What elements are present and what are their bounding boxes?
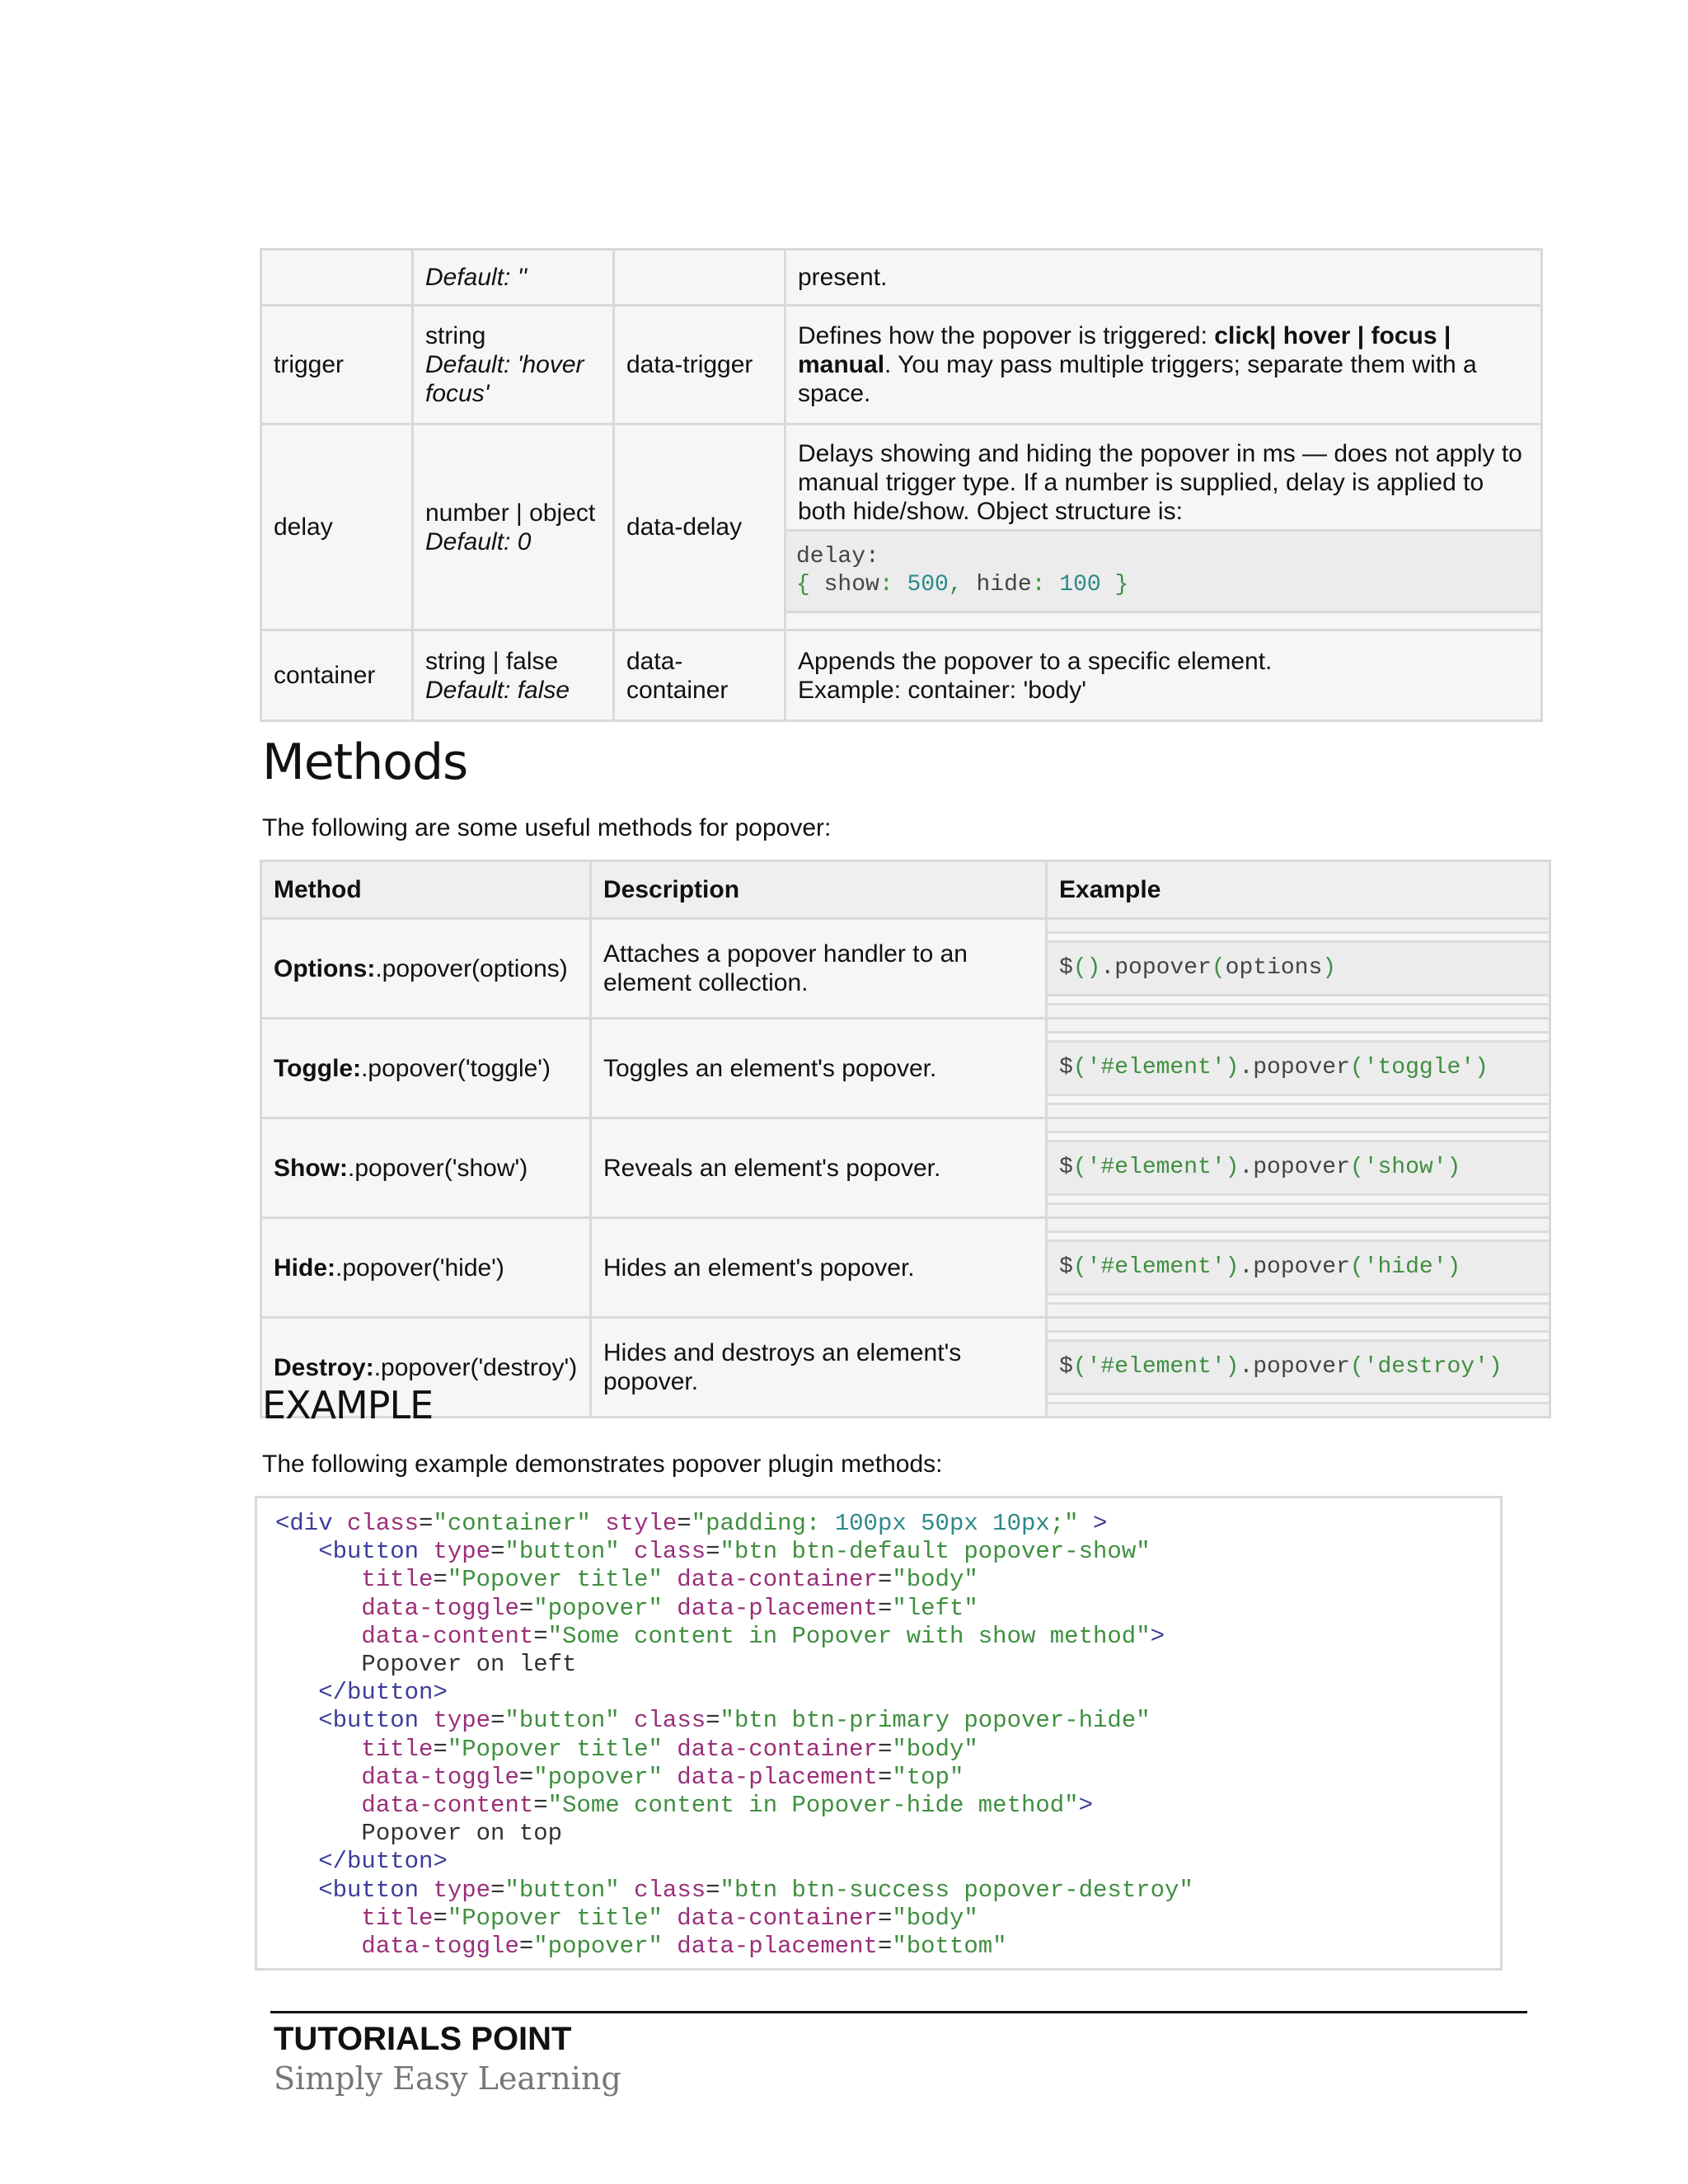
method-label: Options:	[274, 954, 376, 982]
code-line	[275, 1651, 1482, 1679]
code-line	[275, 1679, 1482, 1707]
code-token	[275, 1707, 318, 1734]
code-token: $	[1059, 1354, 1073, 1380]
code-token: class	[634, 1707, 706, 1735]
code-token: "body"	[892, 1904, 978, 1932]
method-label: Destroy:	[274, 1353, 374, 1381]
code-token: "Popover title"	[447, 1904, 678, 1932]
code-token	[275, 1792, 361, 1819]
code-line	[275, 1933, 1482, 1961]
code-token	[275, 1679, 318, 1706]
code-token: data-toggle	[361, 1594, 519, 1622]
code-token	[275, 1877, 318, 1904]
code-token: 100px 50px 10px	[834, 1510, 1050, 1537]
code-line	[275, 1905, 1482, 1933]
desc-text: . You may pass multiple triggers; separate them with a space.	[798, 351, 1477, 407]
code-token: $	[1059, 1254, 1073, 1280]
code-token	[275, 1764, 361, 1791]
code-token	[275, 1566, 361, 1593]
code-token: "btn btn-primary popover-hide"	[720, 1707, 1151, 1735]
code-token: :	[1031, 572, 1060, 598]
code-token: =	[490, 1538, 505, 1566]
code-token: =	[877, 1594, 893, 1622]
method-call: .popover('destroy')	[373, 1353, 578, 1381]
code-token: =	[533, 1792, 548, 1820]
code-token: data-toggle	[361, 1763, 519, 1791]
code-snippet	[786, 529, 1540, 613]
option-desc	[785, 306, 1542, 424]
footer-brand: TUTORIALS POINT	[274, 2021, 572, 2057]
code-token: 'show'	[1363, 1155, 1447, 1180]
code-token: title	[361, 1735, 434, 1763]
code-token: =	[877, 1566, 893, 1594]
stripe	[1048, 920, 1549, 934]
code-token: options	[1225, 955, 1323, 981]
code-token: title	[361, 1566, 434, 1594]
code-token	[275, 1848, 318, 1875]
code-token: =	[518, 1594, 534, 1622]
code-line	[275, 1595, 1482, 1623]
code-token: {	[796, 572, 824, 598]
table-row	[261, 1318, 1550, 1418]
method-label: Toggle:	[274, 1054, 362, 1082]
table-row	[261, 919, 1550, 1019]
method-label: Show:	[274, 1154, 348, 1182]
option-type-value: number | object	[425, 499, 596, 527]
code-token: <button	[318, 1707, 434, 1735]
method-example	[1047, 1118, 1550, 1218]
code-token: )	[1447, 1155, 1461, 1180]
option-type-value: string | false	[425, 647, 559, 675]
method-name	[261, 1118, 591, 1218]
code-token: =	[877, 1763, 893, 1791]
code-token: )	[1447, 1254, 1461, 1280]
column-header: Description	[591, 861, 1047, 919]
code-token: data-container	[677, 1904, 878, 1932]
code-token: data-content	[361, 1792, 534, 1820]
code-token: .popover	[1239, 1354, 1350, 1380]
code-token: =	[877, 1735, 893, 1763]
code-token: "popover"	[533, 1763, 678, 1791]
code-token: title	[361, 1904, 434, 1932]
code-token: >	[1078, 1792, 1093, 1820]
method-call: .popover('toggle')	[361, 1054, 551, 1082]
code-token: <button	[318, 1538, 434, 1566]
code-token: ('#element')	[1072, 1254, 1240, 1280]
code-token: .popover	[1239, 1155, 1350, 1180]
stripe	[1048, 1119, 1549, 1133]
code-token: $	[1059, 1055, 1073, 1080]
code-token: <div	[275, 1510, 348, 1537]
method-label: Hide:	[274, 1254, 335, 1282]
method-name	[261, 919, 591, 1019]
stripe	[1048, 1019, 1549, 1033]
code-token: =	[877, 1904, 893, 1932]
code-token: "button"	[504, 1707, 635, 1735]
code-token: =	[433, 1735, 448, 1763]
option-desc: present.	[785, 250, 1542, 306]
option-name: delay	[261, 424, 413, 630]
code-token: "left"	[892, 1594, 978, 1622]
code-token: Popover on left	[275, 1651, 577, 1679]
stripe	[1048, 1202, 1549, 1216]
option-desc	[785, 630, 1542, 721]
code-token: :	[879, 572, 907, 598]
option-type-value: string	[425, 322, 486, 349]
code-token: </button>	[318, 1679, 448, 1707]
code-token: }	[1100, 572, 1129, 598]
option-type	[413, 630, 614, 721]
code-token: ('#element')	[1072, 1055, 1240, 1080]
stripe	[1048, 1003, 1549, 1017]
code-token: data-container	[677, 1735, 878, 1763]
option-attr: data-delay	[614, 424, 785, 630]
method-call: .popover('show')	[348, 1154, 528, 1182]
code-line	[275, 1510, 1482, 1538]
code-token: style	[605, 1510, 678, 1537]
footer-rule	[270, 2011, 1527, 2013]
code-token: =	[518, 1933, 534, 1961]
option-attr	[614, 250, 785, 306]
code-token: class	[634, 1876, 706, 1904]
code-token: $	[1059, 1155, 1073, 1180]
code-token: .popover	[1239, 1055, 1350, 1080]
stripe	[1048, 1219, 1549, 1233]
code-token: show	[823, 572, 879, 598]
option-type	[413, 424, 614, 630]
table-header-row	[261, 861, 1550, 919]
code-token: 'destroy'	[1363, 1354, 1489, 1380]
table-row	[261, 250, 1542, 306]
method-example	[1047, 1019, 1550, 1118]
desc-bold: click| hover | focus | manual	[798, 322, 1451, 378]
code-token	[275, 1538, 318, 1565]
code-token: </button>	[318, 1848, 448, 1876]
method-desc: Attaches a popover handler to an element collection.	[591, 919, 1047, 1019]
code-snippet	[1048, 940, 1549, 996]
code-token: 'hide'	[1363, 1254, 1447, 1280]
code-token: data-placement	[677, 1594, 878, 1622]
code-token: type	[433, 1538, 491, 1566]
code-token: "Some content in Popover with show method"	[547, 1622, 1151, 1650]
code-token: )	[1488, 1354, 1503, 1380]
code-token: "Some content in Popover-hide method"	[547, 1792, 1079, 1820]
code-token: (	[1211, 955, 1226, 981]
code-token: type	[433, 1876, 491, 1904]
code-line	[275, 1820, 1482, 1848]
option-default: Default: false	[425, 676, 570, 704]
table-row	[261, 1218, 1550, 1318]
code-token: "body"	[892, 1735, 978, 1763]
code-token: =	[677, 1510, 692, 1537]
code-token: "button"	[504, 1876, 635, 1904]
code-token: 100	[1059, 572, 1101, 598]
code-token: data-toggle	[361, 1933, 519, 1961]
code-token: "padding:	[691, 1510, 835, 1537]
code-line: delay:	[796, 544, 879, 569]
code-token: data-content	[361, 1622, 534, 1650]
code-token: class	[634, 1538, 706, 1566]
code-line	[275, 1736, 1482, 1764]
code-token: ,	[948, 572, 977, 598]
code-token: =	[706, 1707, 720, 1735]
code-token	[275, 1595, 361, 1622]
code-token: =	[490, 1707, 505, 1735]
method-example	[1047, 1218, 1550, 1318]
code-token: $	[1059, 955, 1073, 981]
code-token: (	[1349, 1354, 1364, 1380]
example-heading: EXAMPLE	[262, 1383, 434, 1427]
code-token: =	[490, 1876, 505, 1904]
option-attr: data-trigger	[614, 306, 785, 424]
code-token: >	[1093, 1510, 1108, 1537]
code-token: ('#element')	[1072, 1354, 1240, 1380]
code-snippet	[1048, 1140, 1549, 1196]
option-default: Default: 0	[425, 527, 532, 555]
method-example	[1047, 919, 1550, 1019]
desc-text: Delays showing and hiding the popover in ms — does not apply to manual trigger type. If a number is supplied, delay is applied to both hide/show. Object structure is:	[798, 440, 1522, 525]
method-call: .popover(options)	[375, 954, 568, 982]
code-token: hide	[976, 572, 1032, 598]
code-token: =	[419, 1510, 434, 1537]
footer-tagline: Simply Easy Learning	[274, 2060, 621, 2097]
code-token: data-container	[677, 1566, 878, 1594]
code-token	[275, 1623, 361, 1650]
option-desc	[785, 424, 1542, 630]
code-line	[275, 1566, 1482, 1594]
code-line	[275, 1848, 1482, 1876]
desc-text: Appends the popover to a specific element.	[798, 647, 1273, 675]
desc-text: Example: container: 'body'	[798, 676, 1086, 704]
example-code-block	[255, 1496, 1503, 1971]
code-token: =	[433, 1566, 448, 1594]
code-token: =	[706, 1876, 720, 1904]
code-line	[275, 1764, 1482, 1792]
code-token: )	[1322, 955, 1337, 981]
code-token: =	[533, 1622, 548, 1650]
option-default: Default: ''	[413, 250, 614, 306]
code-token: "btn btn-default popover-show"	[720, 1538, 1151, 1566]
code-token: =	[433, 1904, 448, 1932]
code-token	[275, 1933, 361, 1960]
column-header: Example	[1047, 861, 1550, 919]
method-name	[261, 1218, 591, 1318]
code-token: 500	[907, 572, 949, 598]
code-token: "button"	[504, 1538, 635, 1566]
table-row	[261, 630, 1542, 721]
code-token: "top"	[892, 1763, 964, 1791]
code-line	[275, 1877, 1482, 1905]
code-token: <button	[318, 1876, 434, 1904]
option-attr: data-container	[614, 630, 785, 721]
code-token: "popover"	[533, 1594, 678, 1622]
methods-table	[260, 860, 1551, 1418]
stripe	[1048, 1319, 1549, 1333]
stripe	[1048, 1302, 1549, 1316]
code-token: data-placement	[677, 1763, 878, 1791]
method-call: .popover('hide')	[335, 1254, 504, 1282]
method-desc: Hides and destroys an element's popover.	[591, 1318, 1047, 1418]
method-example	[1047, 1318, 1550, 1418]
code-token: "popover"	[533, 1933, 678, 1961]
code-snippet	[1048, 1040, 1549, 1096]
code-token	[275, 1736, 361, 1763]
code-token: 'toggle'	[1363, 1055, 1475, 1080]
option-default: Default: 'hover focus'	[425, 351, 584, 407]
options-table	[260, 248, 1543, 722]
code-token: =	[706, 1538, 720, 1566]
method-name	[261, 1019, 591, 1118]
option-type	[413, 306, 614, 424]
option-name: trigger	[261, 306, 413, 424]
code-line	[275, 1707, 1482, 1735]
option-name: container	[261, 630, 413, 721]
code-token: "Popover title"	[447, 1735, 678, 1763]
code-token: "bottom"	[892, 1933, 1007, 1961]
code-token: type	[433, 1707, 491, 1735]
method-desc: Reveals an element's popover.	[591, 1118, 1047, 1218]
methods-heading: Methods	[262, 733, 468, 791]
desc-text: Defines how the popover is triggered:	[798, 322, 1215, 349]
stripe	[1048, 1402, 1549, 1416]
code-line	[275, 1538, 1482, 1566]
code-token: >	[1150, 1622, 1165, 1650]
method-desc: Hides an element's popover.	[591, 1218, 1047, 1318]
code-token: "Popover title"	[447, 1566, 678, 1594]
code-token: .popover	[1100, 955, 1212, 981]
code-token: =	[877, 1933, 893, 1961]
code-token: class	[347, 1510, 420, 1537]
stripe	[1048, 1103, 1549, 1117]
code-token: ()	[1072, 955, 1101, 981]
table-row	[261, 1019, 1550, 1118]
code-line	[275, 1623, 1482, 1651]
code-token: "btn btn-success popover-destroy"	[720, 1876, 1193, 1904]
code-snippet	[1048, 1240, 1549, 1296]
code-token: ('#element')	[1072, 1155, 1240, 1180]
code-token: (	[1349, 1055, 1364, 1080]
code-snippet	[1048, 1339, 1549, 1395]
code-token: (	[1349, 1155, 1364, 1180]
code-line	[275, 1792, 1482, 1820]
code-token: ;"	[1049, 1510, 1093, 1537]
code-token: (	[1349, 1254, 1364, 1280]
methods-intro: The following are some useful methods for popover:	[262, 814, 832, 841]
code-token: )	[1475, 1055, 1489, 1080]
code-token: data-placement	[677, 1933, 878, 1961]
table-row	[261, 424, 1542, 630]
method-desc: Toggles an element's popover.	[591, 1019, 1047, 1118]
code-token: "container"	[433, 1510, 606, 1537]
option-name	[261, 250, 413, 306]
code-token: =	[518, 1763, 534, 1791]
table-row	[261, 1118, 1550, 1218]
example-intro: The following example demonstrates popover plugin methods:	[262, 1451, 943, 1478]
column-header: Method	[261, 861, 591, 919]
code-token: "body"	[892, 1566, 978, 1594]
code-token: Popover on top	[275, 1820, 563, 1848]
table-row	[261, 306, 1542, 424]
code-token: .popover	[1239, 1254, 1350, 1280]
code-token	[275, 1905, 361, 1932]
